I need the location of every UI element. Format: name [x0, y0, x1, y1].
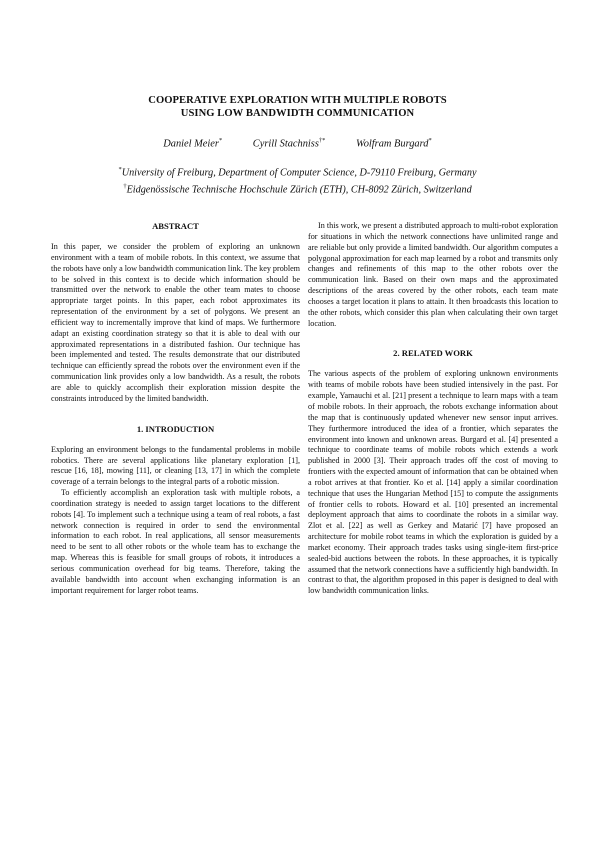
- introduction-heading: 1. INTRODUCTION: [136, 423, 215, 434]
- title-block: [0, 94, 595, 196]
- paper-title: [0, 94, 595, 120]
- related-work-text: The various aspects of the problem of exploring unknown environments with teams of mobile robots have been studied intensively in the past. For example, Yamauchi et al. [21] present a technique to learn maps with a team of mobile robots. In their approach, the robots exchange information about the map that is continuously updated whenever new sensor input arrives. They furthermore introduced the idea of a frontier, which separates the environment into known and unknown areas. Burgard et al. [4] presented a technique to coordinate teams of mobile robots which extends a work published in 2000 [3]. Their approach trades off the cost of moving to frontiers with the expected amount of information that can be obtained when a robot arrives at that frontier. Ko et al. [14] apply a similar coordination technique that uses the Hungarian Method [15] to compute the assignments of frontier cells to robots. Howard et al. [10] presented an incremental deployment approach that aims to coordinate the robots in a similar way. Zlot et al. [22] as well as Gerkey and Matarić [7] have proposed an architecture for mobile robot teams in which the exploration is guided by a market economy. Their approach trades tasks using single-item first-price sealed-bid auctions between the robots. In these approaches, it is typically assumed that the network connections have a sufficiently high bandwidth. In contrast to that, the algorithm proposed in this paper is designed to deal with low bandwidth communication links.: [308, 369, 558, 596]
- introduction-paragraph: In this work, we present a distributed approach to multi-robot exploration for situations in which the network connections have unlimited range and are reliable but only provide a limited bandwidth. Our algorithm computes a polygonal approximation for each map learned by a robot and transmits only changes and refinements of this map to the other robots over the communication link. Based on their own maps and the approximated descriptions of the areas covered by the other robots, each team mate chooses a target location it plans to attain. It then broadcasts this location to the other robots, which consider this plan when calculating their own target location.: [308, 221, 558, 328]
- related-work-heading: 2. RELATED WORK: [393, 348, 473, 359]
- introduction-paragraph: To efficiently accomplish an exploration task with multiple robots, a coordination strategy is needed to assign target locations to the different robots [4]. To implement such a technique using a team of real robots, a fast network connection is required in order to send the environmental information to each robot. In real applications, all sensor measurements need to be sent to all other robots or the whole team has to exchange the map. Whereas this is feasible for small groups of robots, it introduces a serious communication overhead for big teams. Therefore, taking the available bandwidth into account when exchanging information is an important requirement for larger robot teams.: [51, 488, 300, 595]
- affiliation: †Eidgenössische Technische Hochschule Zürich (ETH), CH-8092 Zürich, Switzerland: [123, 182, 472, 196]
- abstract-heading: ABSTRACT: [152, 221, 199, 231]
- author-list: [0, 134, 595, 150]
- affiliation: *University of Freiburg, Department of Computer Science, D-79110 Freiburg, Germany: [118, 166, 477, 179]
- title-line-2: USING LOW BANDWIDTH COMMUNICATION: [180, 108, 415, 119]
- title-line-1: COOPERATIVE EXPLORATION WITH MULTIPLE ROBOTS: [148, 95, 447, 106]
- affiliations: [0, 163, 595, 196]
- abstract-text: In this paper, we consider the problem of exploring an unknown environment with a team of mobile robots. In this context, we assume that the robots have only a low bandwidth communication link. The key problem to be solved in this context is to decide which information should be transmitted over the network to enable the other team mates to choose appropriate target points. In this paper, each robot approximates its representation of the environment by a set of polygons. We present an efficient way to incrementally improve that kind of maps. We furthermore adapt an existing coordination strategy so that it is able to deal with our approximated representations in a distributed fashion. Our technique has been implemented and tested. The results demonstrate that our distributed technique can efficiently spread the robots over the environment even if the communication link provides only a low bandwidth. As a result, the robots are able to quickly accomplish their exploration mission despite the constraints introduced by the limited bandwidth.: [51, 242, 300, 403]
- left-column: [51, 221, 300, 596]
- author: Daniel Meier*: [163, 137, 223, 150]
- introduction-paragraph: Exploring an environment belongs to the fundamental problems in mobile robotics. There are several applications like planetary exploration [1], rescue [16, 18], mowing [11], or cleaning [13, 17] in which the complete coverage of a terrain belongs to the integral parts of a robotic mission.: [51, 444, 300, 487]
- right-column: [308, 221, 558, 597]
- author: Wolfram Burgard*: [356, 137, 432, 150]
- author: Cyrill Stachniss†*: [252, 137, 326, 150]
